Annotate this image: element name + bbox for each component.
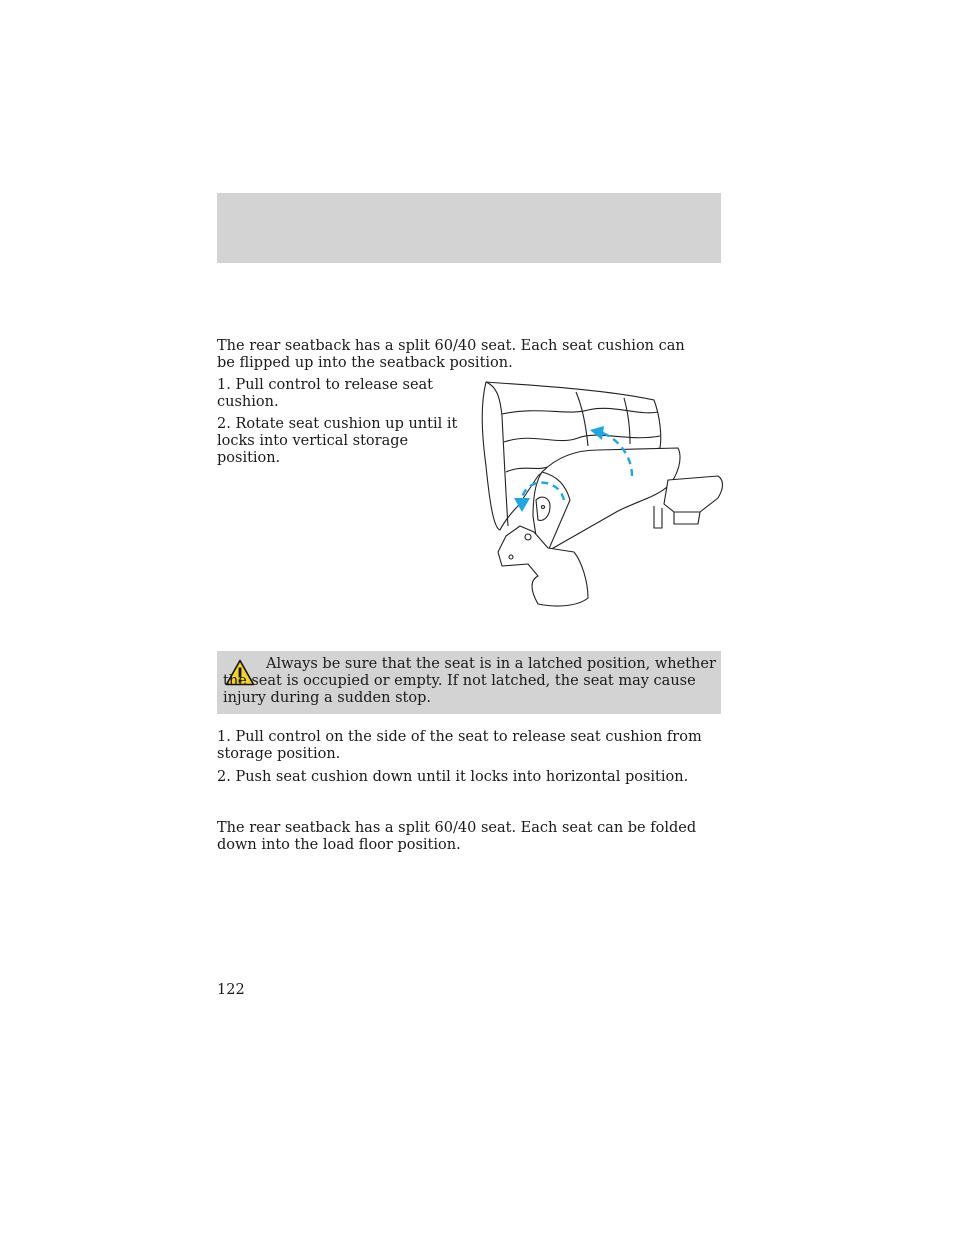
step-1-release: 1. Pull control to release seat cushion. [217, 377, 434, 410]
return-step-1: 1. Pull control on the side of the seat to release seat cushion from storage position. [217, 729, 702, 762]
step-2-rotate-up: 2. Rotate seat cushion up until it locks into vertical storage position. [217, 416, 458, 466]
intro-paragraph: The rear seatback has a split 60/40 seat. Each seat cushion can be flipped up into the seatback position. [217, 338, 685, 371]
seat-cushion-flip-up-illustration [478, 376, 728, 610]
return-step-2: 2. Push seat cushion down until it locks into horizontal position. [217, 769, 689, 785]
warning-box [217, 651, 721, 714]
page-number: 122 [217, 982, 245, 998]
warning-text: Always be sure that the seat is in a latched position, whether the seat is occupied or empty. If not latched, the seat may cause injury during a sudden stop. [223, 656, 716, 706]
header-band [217, 193, 721, 263]
fold-down-paragraph: The rear seatback has a split 60/40 seat. Each seat can be folded down into the load floor position. [217, 820, 697, 853]
